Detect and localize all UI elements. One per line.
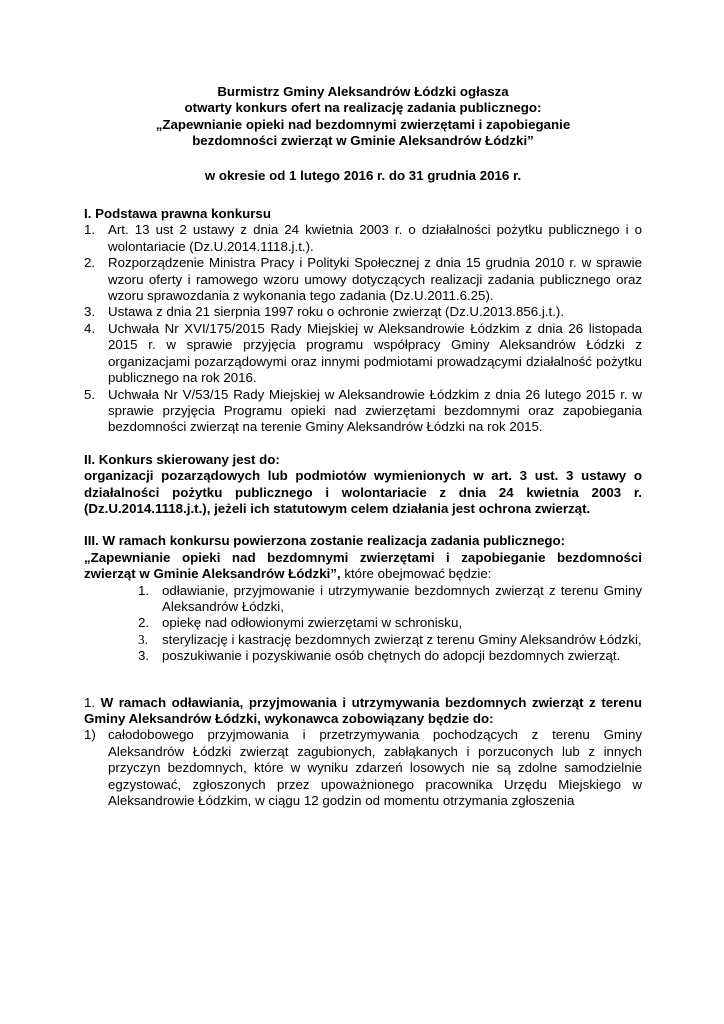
period-dates: w okresie od 1 lutego 2016 r. do 31 grudnia 2016 r. xyxy=(204,167,522,183)
task-rest: które obejmować będzie: xyxy=(340,566,492,582)
header-line-4: bezdomności zwierząt w Gminie Aleksandrów Łódzki” xyxy=(192,133,534,149)
list-item xyxy=(138,583,642,616)
section-3-heading: III. W ramach konkursu powierzona zostanie realizacja zadania publicznego: xyxy=(84,533,566,549)
item-number: 3. xyxy=(84,304,96,320)
section-1-heading: I. Podstawa prawna konkursu xyxy=(84,206,271,222)
item-text: Art. 13 ust 2 ustawy z dnia 24 kwietnia 2003 r. o działalności pożytku publicznego i o wolontariacie (Dz.U.2014.1118.j.t.). xyxy=(108,222,642,254)
item-number: 3. xyxy=(138,631,148,647)
item-number: 4. xyxy=(84,320,96,336)
subsection-title: W ramach odławiania, przyjmowania i utrzymywania bezdomnych zwierząt z terenu Gminy Aleksandrów Łódzki, wykonawca zobowiązany będzie do: xyxy=(84,694,642,726)
item-text: sterylizację i kastrację bezdomnych zwierząt z terenu Gminy Aleksandrów Łódzki, xyxy=(162,631,642,647)
subsection-1-list xyxy=(84,727,642,809)
item-text: Uchwała Nr V/53/15 Rady Miejskiej w Aleksandrowie Łódzkim z dnia 26 lutego 2015 r. w sprawie przyjęcia Programu opieki nad zwierzętami bezdomnymi oraz zapobiegania bezdomności zwierząt na terenie Gminy Aleksandrów Łódzki na rok 2015. xyxy=(108,386,642,435)
item-number: 5. xyxy=(84,386,96,402)
list-item xyxy=(84,727,642,809)
list-item xyxy=(84,321,642,387)
list-item xyxy=(84,255,642,304)
list-item xyxy=(138,632,642,648)
subsection-number: 1. xyxy=(84,694,96,710)
item-text: Ustawa z dnia 21 sierpnia 1997 roku o ochronie zwierząt (Dz.U.2013.856.j.t.). xyxy=(108,304,565,320)
list-item xyxy=(84,387,642,436)
item-number: 1) xyxy=(84,727,96,743)
list-item xyxy=(84,222,642,255)
item-text: odławianie, przyjmowanie i utrzymywanie bezdomnych zwierząt z terenu Gminy Aleksandrów Łódzki, xyxy=(162,582,642,614)
list-item xyxy=(138,648,642,664)
header-line-1: Burmistrz Gminy Aleksandrów Łódzki ogłasza xyxy=(217,84,509,99)
item-text: Uchwała Nr XVI/175/2015 Rady Miejskiej w Aleksandrowie Łódzkim z dnia 26 listopada 2015 r. w sprawie przyjęcia programu współpracy Gminy Aleksandrów Łódzki z organizacjami pozarządowymi oraz innymi podmiotami prowadzącymi działalność pożytku publicznego na rok 2016. xyxy=(108,320,642,386)
section-2-body: organizacji pozarządowych lub podmiotów wymienionych w art. 3 ust. 3 ustawy o działalności pożytku publicznego i wolontariacie z dnia 24 kwietnia 2003 r. (Dz.U.2014.1118.j.t.), jeżeli ich statutowym celem działania jest ochrona zwierząt. xyxy=(84,468,642,516)
item-number: 2. xyxy=(138,615,150,631)
item-text: całodobowego przyjmowania i przetrzymywania pochodzących z terenu Gminy Aleksandrów Łódzki zwierząt zagubionych, zabłąkanych i porzuconych lub z innych przyczyn bezdomnych, które w wyniku zdarzeń losowych nie są zdolne samodzielnie egzystować, zgłoszonych przez upoważnionego pracownika Urzędu Miejskiego w Aleksandrowie Łódzkim, w ciągu 12 godzin od momentu otrzymania zgłoszenia xyxy=(108,727,642,809)
subsection-1-heading xyxy=(84,695,642,728)
section-2-heading: II. Konkurs skierowany jest do: xyxy=(84,451,280,467)
item-number: 3. xyxy=(138,648,150,664)
item-text: Rozporządzenie Ministra Pracy i Polityki Społecznej z dnia 15 grudnia 2010 r. w sprawie wzoru oferty i ramowego wzoru umowy dotyczących realizacji zadania publicznego oraz wzoru sprawozdania z wykonania tego zadania (Dz.U.2011.6.25). xyxy=(108,255,642,304)
item-text: opiekę nad odłowionymi zwierzętami w schronisku, xyxy=(162,615,463,631)
item-number: 2. xyxy=(84,255,96,271)
section-3-list xyxy=(138,583,642,665)
document-page xyxy=(84,84,642,809)
item-text: poszukiwanie i pozyskiwanie osób chętnych do adopcji bezdomnych zwierząt. xyxy=(162,648,621,664)
section-1-list xyxy=(84,222,642,435)
section-3-task xyxy=(84,550,642,583)
item-number: 1. xyxy=(84,222,96,238)
task-name: „Zapewnianie opieki nad bezdomnymi zwierzętami i zapobieganie bezdomności zwierząt w Gminie Aleksandrów Łódzki”, xyxy=(84,549,642,582)
list-item xyxy=(84,304,642,320)
list-item xyxy=(138,615,642,631)
document-header xyxy=(84,84,642,150)
header-line-3: „Zapewnianie opieki nad bezdomnymi zwierzętami i zapobieganie xyxy=(155,116,571,132)
header-line-2: otwarty konkurs ofert na realizację zadania publicznego: xyxy=(184,100,542,116)
item-number: 1. xyxy=(138,582,150,598)
